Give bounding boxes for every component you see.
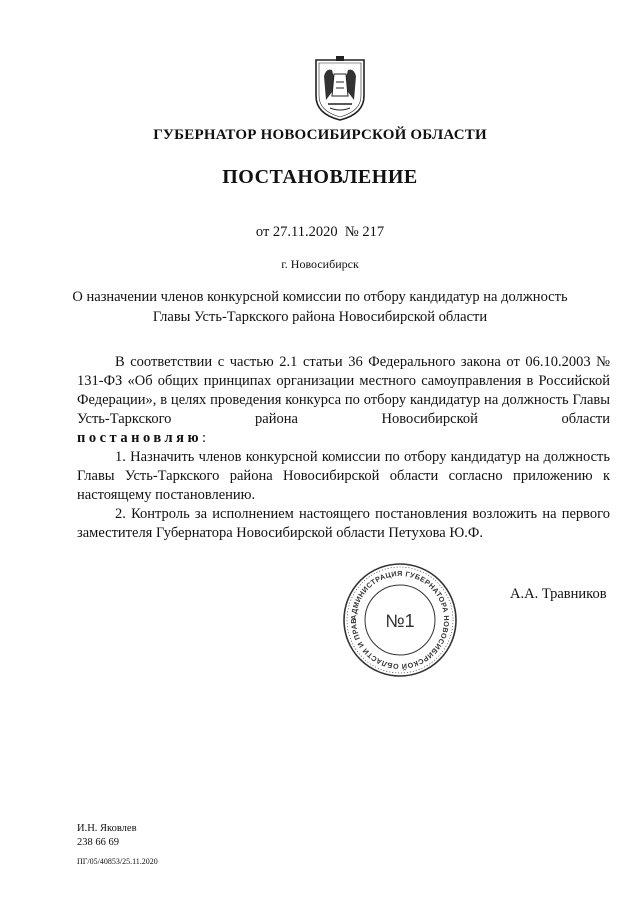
seal-number: №1 bbox=[385, 611, 415, 631]
registration-number: ПГ/05/40853/25.11.2020 bbox=[77, 857, 158, 866]
organization-name: ГУБЕРНАТОР НОВОСИБИРСКОЙ ОБЛАСТИ bbox=[153, 127, 487, 143]
document-body bbox=[77, 353, 610, 543]
preamble-paragraph: В соответствии с частью 2.1 статьи 36 Федерального закона от 06.10.2003 № 131-ФЗ «Об общих принципах организации местного самоуправления в Российской Федерации», в целях проведения конкурса по отбору кандидатур на должность Главы Усть-Таркского района Новосибирской области bbox=[77, 354, 610, 427]
executor-name: И.Н. Яковлев bbox=[77, 823, 137, 834]
resolve-colon: : bbox=[202, 430, 207, 446]
resolve-line bbox=[77, 429, 610, 448]
resolution-item: 2. Контроль за исполнением настоящего постановления возложить на первого заместителя Губернатора Новосибирской области Петухова Ю.Ф. bbox=[77, 506, 610, 541]
document-type: ПОСТАНОВЛЕНИЕ bbox=[222, 166, 418, 188]
seal-ring-text: АДМИНИСТРАЦИЯ ГУБЕРНАТОРА НОВОСИБИРСКОЙ ОБЛАСТИ И ПРАВ bbox=[348, 568, 452, 672]
document-title bbox=[0, 287, 640, 327]
resolve-word: постановляю bbox=[77, 430, 203, 446]
coat-of-arms-icon bbox=[312, 56, 368, 122]
resolution-item: 1. Назначить членов конкурсной комиссии по отбору кандидатур на должность Главы Усть-Таркского района Новосибирской области согласно приложению к настоящему постановлению. bbox=[77, 449, 610, 503]
document-city: г. Новосибирск bbox=[281, 257, 359, 271]
document-date-number: от 27.11.2020 № 217 bbox=[255, 224, 385, 240]
executor-info bbox=[77, 822, 137, 850]
signatory-name: А.А. Травников bbox=[510, 586, 607, 602]
document-title-line: Главы Усть-Таркского района Новосибирской области bbox=[152, 309, 488, 325]
executor-phone: 238 66 69 bbox=[77, 837, 119, 848]
document-title-line: О назначении членов конкурсной комиссии по отбору кандидатур на должность bbox=[72, 289, 568, 305]
official-seal bbox=[340, 560, 460, 680]
official-seal-icon bbox=[340, 560, 460, 680]
